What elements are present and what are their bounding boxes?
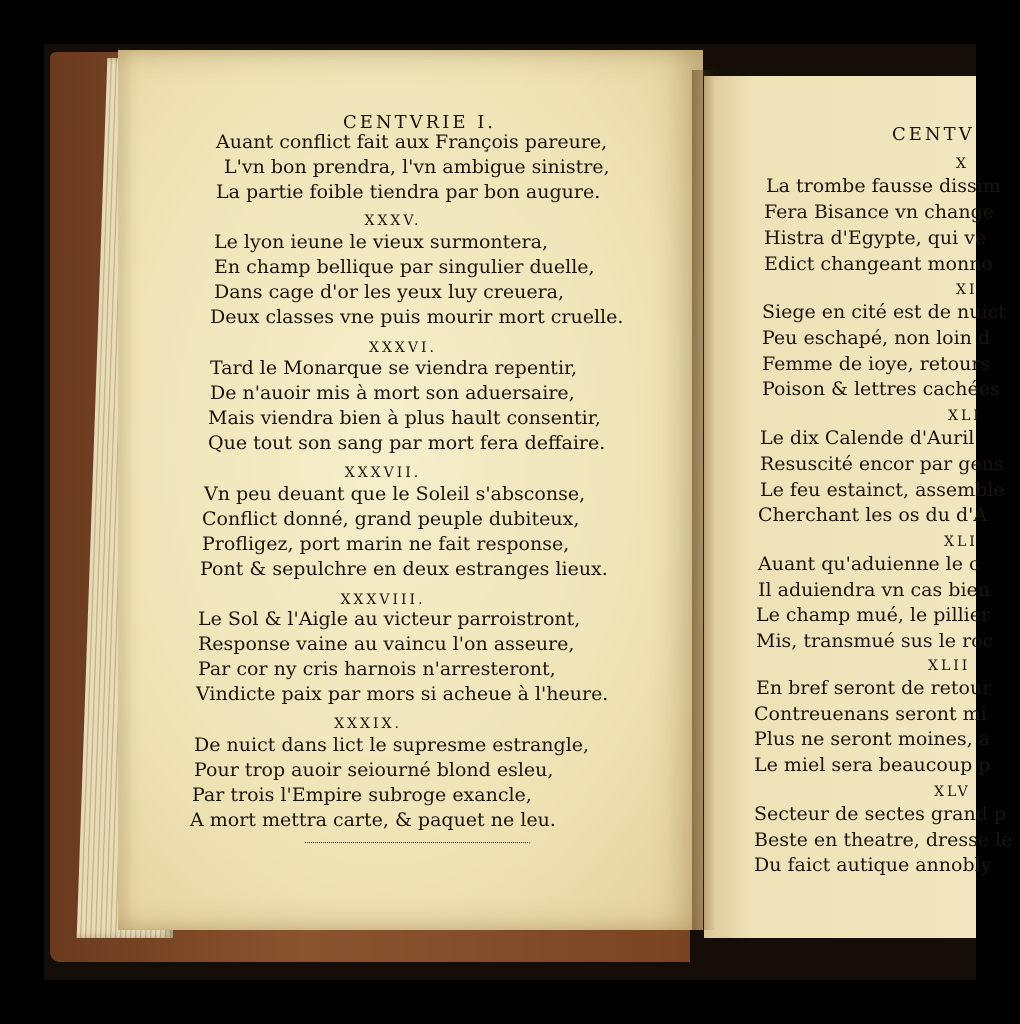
quatrain-number: X [956,156,969,172]
verse-line: Mis, transmué sus le roc [756,630,994,652]
verse-line: Le lyon ieune le vieux surmontera, [214,231,549,253]
verse-line: Il aduiendra vn cas bien [758,579,991,601]
verse-line: Fera Bisance vn change [764,201,994,223]
quatrain-number: XXXVI. [369,340,437,356]
verse-line: Auant qu'aduienne le c [758,553,980,575]
quatrain-number: XLI [948,408,982,424]
quatrain-number: XI [956,282,978,298]
quatrain-number: XXXIX. [334,716,402,732]
verse-line: Plus ne seront moines, a [754,728,991,750]
verse-line: Tard le Monarque se viendra repentir, [210,357,578,379]
verse-line: Le dix Calende d'Auril [760,427,975,449]
verse-line: Pont & sepulchre en deux estranges lieux. [200,558,608,580]
right-page [704,76,1013,938]
left-page [118,50,703,930]
verse-line: Conflict donné, grand peuple dubiteux, [202,508,580,530]
verse-line: Pour trop auoir seiourné blond esleu, [194,759,554,781]
verse-line: Le champ mué, le pillier [756,604,991,626]
verse-line: La partie foible tiendra par bon augure. [216,181,601,203]
verse-line: Contreuenans seront mi [754,703,987,725]
verse-line: Par trois l'Empire subroge exancle, [192,784,532,806]
running-header-left: CENTVRIE I. [343,112,497,133]
verse-line: Peu eschapé, non loin d [762,327,991,349]
verse-line: Auant conflict fait aux François pareure, [216,131,608,153]
verse-line: Response vaine au vaincu l'on asseure, [198,633,575,655]
verse-line: Edict changeant monno [764,253,993,275]
verse-line: Mais viendra bien à plus hault consentir, [208,407,601,429]
verse-line: Secteur de sectes grand p [754,803,1007,825]
verse-line: Par cor ny cris harnois n'arresteront, [198,658,556,680]
verse-line: A mort mettra carte, & paquet ne leu. [190,809,556,831]
verse-line: Du faict autique annobly [754,854,992,876]
verse-line: Resuscité encor par gens [760,453,1004,475]
quatrain-number: XXXVIII. [340,592,426,608]
verse-line: Le Sol & l'Aigle au victeur parroistront, [198,608,581,630]
verse-line: La trombe fausse dissim [766,175,1001,197]
verse-line: Histra d'Egypte, qui ve [764,227,987,249]
verse-line: Femme de ioye, retours [762,353,991,375]
book-gutter [692,70,716,930]
quatrain-number: XXXV. [364,213,422,229]
verse-line: De nuict dans lict le supresme estrangle, [194,734,590,756]
verse-line: De n'auoir mis à mort son aduersaire, [210,382,575,404]
quatrain-number: XXXVII. [344,465,422,481]
verse-line: Le miel sera beaucoup p [754,754,991,776]
verse-line: Que tout son sang par mort fera deffaire. [208,432,606,454]
verse-line: Vindicte paix par mors si acheue à l'heure. [196,683,609,705]
verse-line: Le feu estainct, assemble [760,479,1005,501]
catchword-rule [305,842,530,843]
verse-line: Beste en theatre, dresse le [754,829,1013,851]
verse-line: Cherchant les os du d'A [758,504,988,526]
verse-line: En champ bellique par singulier duelle, [214,256,595,278]
quatrain-number: XLI [944,534,978,550]
quatrain-number: XLV [934,784,971,800]
quatrain-number: XLII [928,658,971,674]
verse-line: Deux classes vne puis mourir mort cruelle. [210,306,624,328]
verse-line: Profligez, port marin ne fait response, [202,533,570,555]
verse-line: Vn peu deuant que le Soleil s'absconse, [204,483,586,505]
verse-line: L'vn bon prendra, l'vn ambigue sinistre, [224,156,610,178]
verse-line: Poison & lettres cachées [762,378,1000,400]
verse-line: Siege en cité est de nuict [762,301,1006,323]
verse-line: En bref seront de retour [756,677,992,699]
running-header-right: CENTV [892,124,975,145]
verse-line: Dans cage d'or les yeux luy creuera, [214,281,565,303]
